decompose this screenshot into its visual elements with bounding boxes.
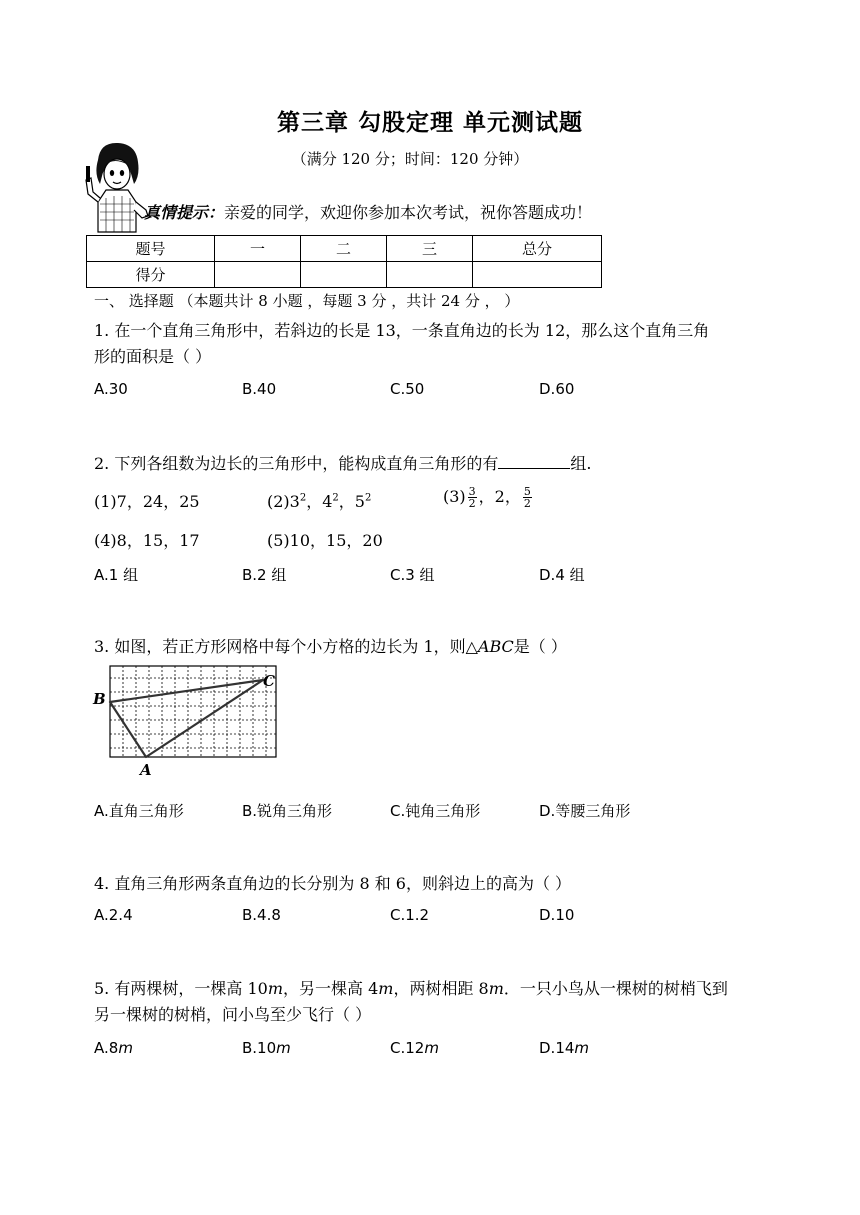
item-2-text: (2)3 [267, 492, 300, 511]
teacher-cartoon-icon [84, 140, 150, 234]
question-3-line1 [94, 634, 567, 657]
score-cell[interactable] [301, 262, 387, 288]
question-2-text: 2. 下列各组数为边长的三角形中，能构成直角三角形的有 [94, 454, 499, 473]
exponent: 2 [299, 492, 307, 504]
question-2-option-c: C.3 组 [390, 566, 435, 584]
fraction-numerator: 3 [468, 485, 476, 498]
question-3-option-d: D.等腰三角形 [539, 802, 631, 820]
question-3-text-end: 是（ ） [513, 637, 567, 656]
question-3-option-b: B.锐角三角形 [242, 802, 333, 820]
unit: m [378, 979, 394, 998]
question-1-option-d: D.60 [539, 380, 575, 398]
vertex-label-b: B [93, 690, 106, 708]
question-2-item-4: (4)8，15，17 [94, 531, 200, 550]
question-5-line1 [94, 976, 728, 999]
question-5-option-b [242, 1039, 291, 1057]
table-header-cell: 一 [215, 236, 301, 262]
exponent: 2 [364, 492, 372, 504]
exam-subtitle: （满分 120 分；时间：120 分钟） [291, 150, 529, 168]
option-value: A.8 [94, 1039, 119, 1057]
question-2-item-3 [443, 484, 534, 509]
question-2-item-5: (5)10，15，20 [267, 531, 383, 550]
section-heading: 一、 选择题 （本题共计 8 小题 ，每题 3 分 ，共计 24 分 ， ） [94, 292, 520, 310]
item-2-text: ，4 [306, 492, 333, 511]
question-5-text: 5. 有两棵树，一棵高 10 [94, 979, 268, 998]
grid-triangle-figure [90, 662, 290, 780]
question-5-option-d [539, 1039, 589, 1057]
question-2-option-d: D.4 组 [539, 566, 585, 584]
fraction [468, 486, 477, 509]
question-1-option-a: A.30 [94, 380, 128, 398]
option-value: D.14 [539, 1039, 575, 1057]
item-3-text: ，2， [478, 487, 521, 506]
score-table [86, 235, 602, 288]
item-2-text: ，5 [338, 492, 365, 511]
question-4-option-d: D.10 [539, 906, 575, 924]
score-cell[interactable] [387, 262, 473, 288]
score-cell[interactable] [473, 262, 602, 288]
vertex-label-a: A [140, 761, 152, 779]
fraction-denominator: 2 [468, 497, 476, 510]
unit: m [276, 1039, 291, 1057]
question-4-option-c: C.1.2 [390, 906, 430, 924]
question-5-option-c [390, 1039, 439, 1057]
unit: m [488, 979, 504, 998]
question-4-option-a: A.2.4 [94, 906, 133, 924]
question-2-item-2 [267, 489, 371, 512]
tip-text: 亲爱的同学，欢迎你参加本次考试，祝你答题成功！ [224, 203, 593, 222]
question-5-text: ，两树相距 8 [393, 979, 489, 998]
vertex-label-c: C [263, 672, 275, 690]
unit: m [118, 1039, 133, 1057]
table-row [87, 236, 602, 262]
question-5-text: ，另一棵高 4 [282, 979, 379, 998]
table-header-cell: 二 [301, 236, 387, 262]
question-5-text: ．一只小鸟从一棵树的树梢飞到 [503, 979, 728, 998]
answer-blank [498, 454, 570, 469]
option-value: B.10 [242, 1039, 277, 1057]
option-value: C.12 [390, 1039, 425, 1057]
fraction [523, 486, 532, 509]
question-4-option-b: B.4.8 [242, 906, 281, 924]
table-row [87, 262, 602, 288]
fraction-numerator: 5 [523, 485, 531, 498]
score-cell[interactable] [215, 262, 301, 288]
encouragement-tip [144, 200, 592, 223]
exponent: 2 [332, 492, 339, 504]
question-1-line2: 形的面积是（ ） [94, 347, 212, 366]
question-3-option-c: C.钝角三角形 [390, 802, 481, 820]
fraction-denominator: 2 [523, 497, 531, 510]
question-3-text: 3. 如图，若正方形网格中每个小方格的边长为 1，则△ [94, 637, 478, 656]
question-1-line1: 1. 在一个直角三角形中，若斜边的长是 13，一条直角边的长为 12，那么这个直角三角 [94, 321, 710, 340]
triangle-name: ABC [477, 637, 514, 656]
question-2-line1 [94, 451, 591, 474]
question-1-option-b: B.40 [242, 380, 277, 398]
unit: m [424, 1039, 439, 1057]
table-header-cell: 题号 [87, 236, 215, 262]
unit: m [574, 1039, 590, 1057]
table-header-cell: 三 [387, 236, 473, 262]
question-4-line1: 4. 直角三角形两条直角边的长分别为 8 和 6，则斜边上的高为（ ） [94, 874, 572, 893]
question-1-option-c: C.50 [390, 380, 425, 398]
page-title: 第三章 勾股定理 单元测试题 [276, 110, 583, 136]
unit: m [267, 979, 283, 998]
question-5-option-a [94, 1039, 133, 1057]
question-2-option-b: B.2 组 [242, 566, 287, 584]
question-2-item-1: (1)7，24，25 [94, 492, 200, 511]
item-3-text: (3) [443, 487, 466, 506]
question-2-text-end: 组. [570, 454, 592, 473]
question-3-option-a: A.直角三角形 [94, 802, 184, 820]
question-2-option-a: A.1 组 [94, 566, 139, 584]
table-row-label: 得分 [87, 262, 215, 288]
question-5-line2: 另一棵树的树梢，问小鸟至少飞行（ ） [94, 1005, 372, 1024]
table-header-cell: 总分 [473, 236, 602, 262]
tip-label: 真情提示： [144, 203, 225, 222]
